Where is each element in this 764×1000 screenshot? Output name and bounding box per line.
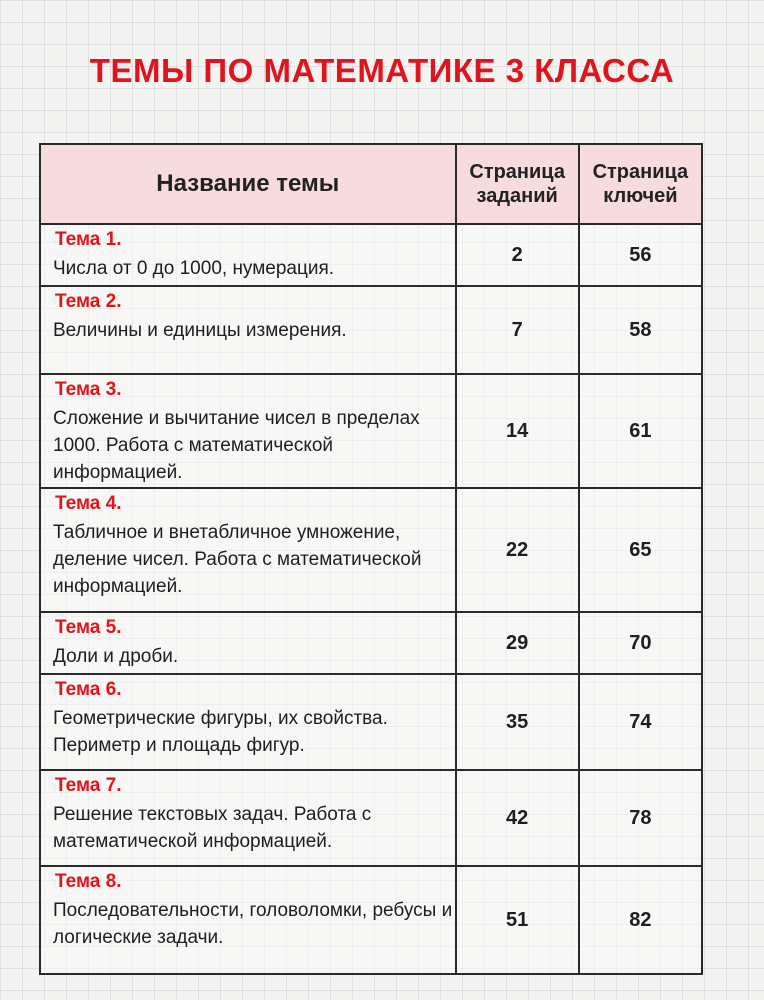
topics-table <box>39 143 703 975</box>
topic-description: Величины и единицы измерения. <box>53 320 347 341</box>
tasks-page-cell: 29 <box>456 612 579 674</box>
table-header-row <box>40 144 702 224</box>
keys-page-cell: 82 <box>579 866 702 974</box>
keys-page-cell: 65 <box>579 488 702 612</box>
topic-number: Тема 4. <box>55 493 122 514</box>
table-row <box>40 224 702 286</box>
topic-description: Числа от 0 до 1000, нумерация. <box>53 258 335 279</box>
topic-cell <box>40 612 456 674</box>
topic-description: Доли и дроби. <box>53 646 179 667</box>
topic-description: Решение текстовых задач. Работа с математической информацией. <box>53 804 372 852</box>
topic-number: Тема 2. <box>55 291 122 312</box>
topic-number: Тема 5. <box>55 617 122 638</box>
table-row <box>40 770 702 866</box>
table-row <box>40 488 702 612</box>
topic-cell <box>40 770 456 866</box>
topic-description: Последовательности, головоломки, ребусы и логические задачи. <box>53 900 453 948</box>
topic-description: Табличное и внетабличное умножение, деление чисел. Работа с математической информацией. <box>53 522 422 597</box>
topic-description: Геометрические фигуры, их свойства. Периметр и площадь фигур. <box>53 708 388 756</box>
keys-page-cell: 74 <box>579 674 702 770</box>
tasks-page-cell: 35 <box>456 674 579 770</box>
column-header-tasks: Страница заданий <box>456 144 579 224</box>
topic-cell <box>40 374 456 488</box>
keys-page-cell: 56 <box>579 224 702 286</box>
topic-cell <box>40 286 456 374</box>
page-title: ТЕМЫ ПО МАТЕМАТИКЕ 3 КЛАССА <box>89 52 675 89</box>
topic-cell <box>40 674 456 770</box>
topic-number: Тема 3. <box>55 379 122 400</box>
keys-page-cell: 61 <box>579 374 702 488</box>
column-header-keys: Страница ключей <box>579 144 702 224</box>
tasks-page-cell: 2 <box>456 224 579 286</box>
topic-number: Тема 8. <box>55 871 122 892</box>
table-row <box>40 866 702 974</box>
tasks-page-cell: 22 <box>456 488 579 612</box>
topic-number: Тема 6. <box>55 679 122 700</box>
table-row <box>40 374 702 488</box>
table-row <box>40 674 702 770</box>
column-header-name: Название темы <box>40 144 456 224</box>
tasks-page-cell: 51 <box>456 866 579 974</box>
topic-cell <box>40 224 456 286</box>
topic-description: Сложение и вычитание чисел в пределах 1000. Работа с математической информацией. <box>53 408 420 483</box>
keys-page-cell: 58 <box>579 286 702 374</box>
topic-number: Тема 7. <box>55 775 122 796</box>
tasks-page-cell: 7 <box>456 286 579 374</box>
topic-number: Тема 1. <box>55 229 122 250</box>
table-row <box>40 286 702 374</box>
keys-page-cell: 70 <box>579 612 702 674</box>
tasks-page-cell: 14 <box>456 374 579 488</box>
tasks-page-cell: 42 <box>456 770 579 866</box>
keys-page-cell: 78 <box>579 770 702 866</box>
table-row <box>40 612 702 674</box>
topic-cell <box>40 488 456 612</box>
topic-cell <box>40 866 456 974</box>
